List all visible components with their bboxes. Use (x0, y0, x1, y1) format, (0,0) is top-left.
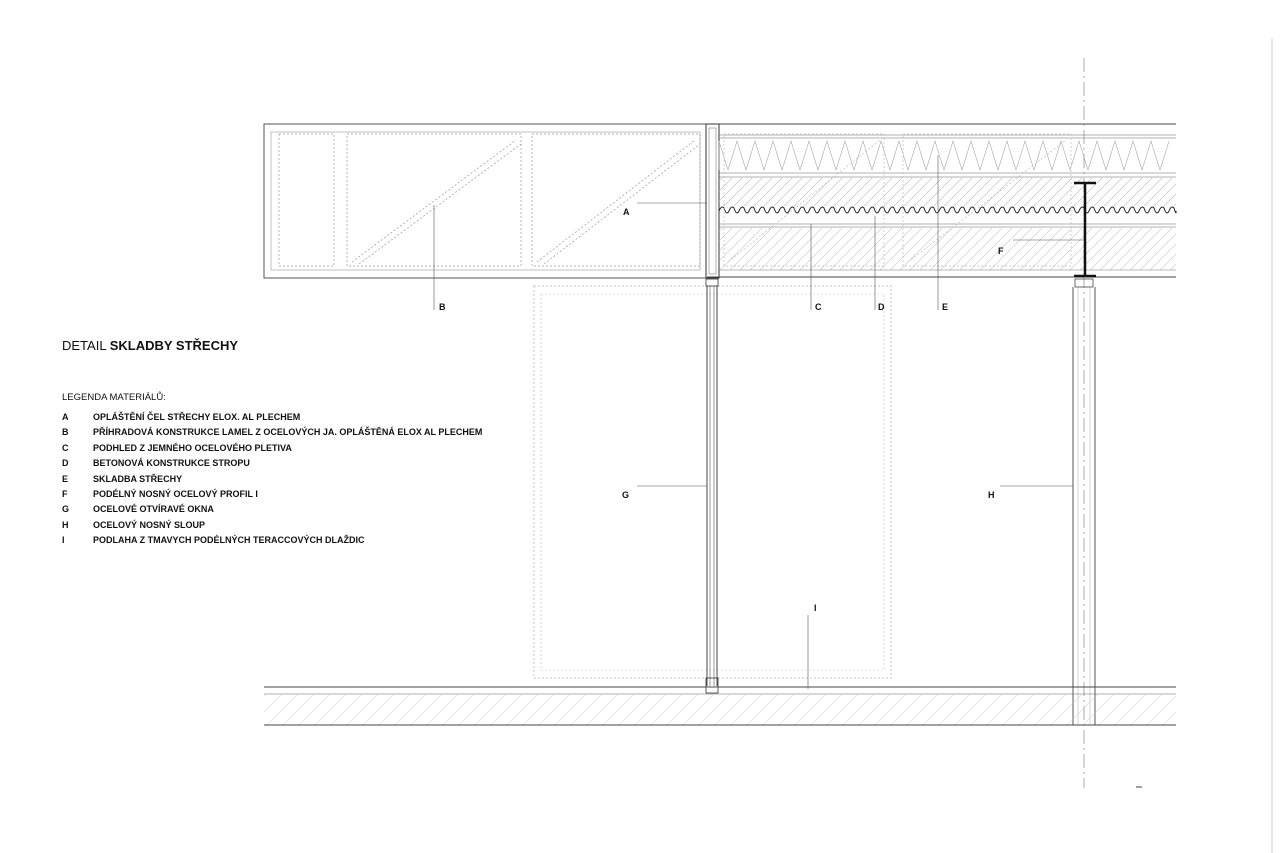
legend-item (62, 443, 482, 458)
legend-text: SKLADBA STŘECHY (93, 473, 183, 484)
legend-key: B (62, 427, 69, 438)
window-frame-top (706, 279, 718, 286)
legend-text: PŘÍHRADOVÁ KONSTRUKCE LAMEL Z OCELOVÝCH JA. OPLÁŠTĚNÁ ELOX AL PLECHEM (93, 427, 483, 438)
callout-d: D (878, 302, 885, 312)
title-prefix: DETAIL (62, 338, 107, 353)
concrete-slab-hatch (719, 178, 1176, 206)
material-legend (62, 412, 482, 551)
corrugated-deck (719, 207, 1176, 213)
legend-item (62, 520, 482, 535)
drawing-title (62, 338, 238, 353)
callout-g: G (622, 490, 630, 500)
callout-h: H (988, 490, 995, 500)
callout-i: I (814, 603, 817, 613)
insulation-layer (719, 141, 1169, 170)
roof-edge-frame (264, 124, 707, 278)
truss-diagonal (359, 144, 521, 264)
legend-heading: LEGENDA MATERIÁLŮ: (62, 392, 166, 403)
truss-diagonal (537, 140, 695, 262)
ceiling-hatch (719, 228, 1176, 270)
legend-key: E (62, 473, 69, 484)
legend-key: A (62, 412, 69, 422)
legend-item (62, 412, 482, 427)
edge-cladding-plate (706, 124, 719, 278)
legend-item (62, 474, 482, 489)
legend-text: PODÉLNÝ NOSNÝ OCELOVÝ PROFIL I (93, 488, 258, 499)
legend-item (62, 427, 482, 442)
legend-text: PODLAHA Z TMAVYCH PODÉLNÝCH TERACCOVÝCH DLAŽDIC (93, 535, 365, 546)
legend-item (62, 535, 482, 550)
lamella-truss-zone (264, 124, 719, 278)
legend-key: F (62, 488, 68, 499)
callout-b: B (439, 302, 446, 312)
truss-diagonal (544, 144, 700, 264)
legend-text: BETONOVÁ KONSTRUKCE STROPU (93, 458, 250, 469)
callout-a: A (623, 207, 630, 217)
legend-item (62, 504, 482, 519)
steel-window (534, 279, 891, 693)
legend-key: G (62, 504, 70, 515)
legend-key: D (62, 458, 69, 469)
floor-hatch (264, 695, 1176, 725)
title-bold: SKLADBY STŘECHY (109, 338, 239, 353)
legend-text: OCELOVÉ OTVÍRAVÉ OKNA (93, 504, 214, 515)
legend-text: OPLÁŠTĚNÍ ČEL STŘECHY ELOX. AL PLECHEM (93, 412, 301, 422)
legend-key: I (62, 535, 65, 546)
floor-slab (264, 687, 1176, 725)
legend-item (62, 458, 482, 473)
legend-text: OCELOVÝ NOSNÝ SLOUP (93, 519, 206, 530)
legend-item (62, 489, 482, 504)
roof-edge-inner-frame (271, 132, 700, 270)
window-sash-outline (534, 286, 891, 678)
window-frame-bottom (706, 678, 718, 693)
callout-e: E (942, 302, 949, 312)
roof-buildup-zone (707, 124, 1176, 277)
legend-text: PODHLED Z JEMNÉHO OCELOVÉHO PLETIVA (93, 442, 292, 453)
legend-key: C (62, 442, 69, 453)
callout-c: C (815, 302, 822, 312)
callout-f: F (998, 246, 1004, 256)
window-sash-inner (541, 294, 884, 670)
truss-panel (279, 134, 334, 266)
legend-key: H (62, 519, 69, 530)
